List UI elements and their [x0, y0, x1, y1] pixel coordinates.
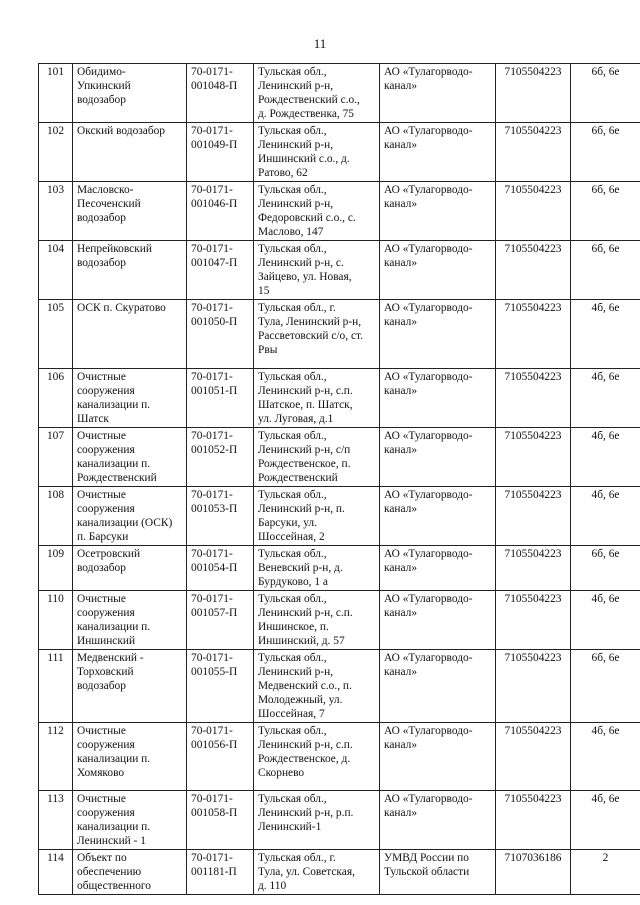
operator-inn: 7105504223 [496, 123, 571, 182]
object-name: Очистные сооружения канализации п. Рождественский [73, 428, 187, 487]
object-code: 70-0171- 001052-П [187, 428, 254, 487]
object-address: Тульская обл., Ленинский р-н, с.п. Шатское, п. Шатск, ул. Луговая, д.1 [254, 369, 380, 428]
operator-inn: 7105504223 [496, 487, 571, 546]
object-category: 6б, 6е [571, 650, 640, 723]
operator-name: АО «Тулагорводо- канал» [380, 791, 496, 850]
operator-name: АО «Тулагорводо- канал» [380, 650, 496, 723]
operator-inn: 7105504223 [496, 650, 571, 723]
object-category: 4б, 6е [571, 369, 640, 428]
operator-inn: 7105504223 [496, 182, 571, 241]
row-number: 104 [39, 241, 73, 300]
object-address: Тульская обл., Ленинский р-н, Федоровский с.о., с. Маслово, 147 [254, 182, 380, 241]
table-row [39, 123, 640, 182]
object-name: Очистные сооружения канализации п. Ленинский - 1 [73, 791, 187, 850]
registry-table [38, 63, 640, 895]
object-code: 70-0171- 001049-П [187, 123, 254, 182]
object-category: 4б, 6е [571, 300, 640, 369]
object-code: 70-0171- 001051-П [187, 369, 254, 428]
row-number: 110 [39, 591, 73, 650]
table-row [39, 241, 640, 300]
row-number: 102 [39, 123, 73, 182]
row-number: 114 [39, 850, 73, 895]
object-address: Тульская обл., Ленинский р-н, с/п Рождественское, п. Рождественский [254, 428, 380, 487]
operator-inn: 7105504223 [496, 723, 571, 791]
object-category: 6б, 6е [571, 182, 640, 241]
object-address: Тульская обл., Ленинский р-н, с.п. Рождественское, д. Скорнево [254, 723, 380, 791]
table-row [39, 487, 640, 546]
page-number: 11 [313, 36, 327, 51]
object-category: 6б, 6е [571, 241, 640, 300]
object-category: 4б, 6е [571, 487, 640, 546]
object-name: Непрейковский водозабор [73, 241, 187, 300]
object-code: 70-0171- 001054-П [187, 546, 254, 591]
object-address: Тульская обл., г. Тула, ул. Советская, д. 110 [254, 850, 380, 895]
operator-name: УМВД России по Тульской области [380, 850, 496, 895]
operator-inn: 7105504223 [496, 546, 571, 591]
row-number: 109 [39, 546, 73, 591]
object-code: 70-0171- 001047-П [187, 241, 254, 300]
object-code: 70-0171- 001057-П [187, 591, 254, 650]
object-code: 70-0171- 001055-П [187, 650, 254, 723]
object-name: Обидимо- Упкинский водозабор [73, 64, 187, 123]
row-number: 101 [39, 64, 73, 123]
object-address: Тульская обл., Ленинский р-н, с. Зайцево, ул. Новая, 15 [254, 241, 380, 300]
object-name: Очистные сооружения канализации п. Иншинский [73, 591, 187, 650]
object-name: Масловско- Песоченский водозабор [73, 182, 187, 241]
object-name: Медвенский - Торховский водозабор [73, 650, 187, 723]
row-number: 105 [39, 300, 73, 369]
operator-name: АО «Тулагорводо- канал» [380, 487, 496, 546]
object-code: 70-0171- 001046-П [187, 182, 254, 241]
object-code: 70-0171- 001181-П [187, 850, 254, 895]
table-row [39, 64, 640, 123]
object-name: Очистные сооружения канализации п. Шатск [73, 369, 187, 428]
row-number: 107 [39, 428, 73, 487]
operator-name: АО «Тулагорводо- канал» [380, 546, 496, 591]
table-row [39, 850, 640, 895]
operator-name: АО «Тулагорводо- канал» [380, 369, 496, 428]
operator-name: АО «Тулагорводо- канал» [380, 182, 496, 241]
object-name: Объект по обеспечению общественного [73, 850, 187, 895]
object-address: Тульская обл., Ленинский р-н, Иншинский с.о., д. Ратово, 62 [254, 123, 380, 182]
object-code: 70-0171- 001048-П [187, 64, 254, 123]
object-address: Тульская обл., Ленинский р-н, с.п. Иншинское, п. Иншинский, д. 57 [254, 591, 380, 650]
operator-name: АО «Тулагорводо- канал» [380, 64, 496, 123]
object-name: Осетровский водозабор [73, 546, 187, 591]
operator-name: АО «Тулагорводо- канал» [380, 428, 496, 487]
object-address: Тульская обл., Ленинский р-н, Рождественский с.о., д. Рождественка, 75 [254, 64, 380, 123]
object-address: Тульская обл., Веневский р-н, д. Бурдуково, 1 а [254, 546, 380, 591]
object-category: 2 [571, 850, 640, 895]
row-number: 113 [39, 791, 73, 850]
object-code: 70-0171- 001050-П [187, 300, 254, 369]
row-number: 108 [39, 487, 73, 546]
object-category: 6б, 6е [571, 546, 640, 591]
table-row [39, 546, 640, 591]
table-row [39, 650, 640, 723]
object-category: 4б, 6е [571, 791, 640, 850]
operator-inn: 7105504223 [496, 591, 571, 650]
object-category: 4б, 6е [571, 428, 640, 487]
operator-inn: 7105504223 [496, 241, 571, 300]
row-number: 112 [39, 723, 73, 791]
operator-name: АО «Тулагорводо- канал» [380, 123, 496, 182]
object-code: 70-0171- 001058-П [187, 791, 254, 850]
table-row [39, 591, 640, 650]
table-row [39, 723, 640, 791]
operator-name: АО «Тулагорводо- канал» [380, 723, 496, 791]
operator-inn: 7105504223 [496, 369, 571, 428]
operator-name: АО «Тулагорводо- канал» [380, 241, 496, 300]
row-number: 103 [39, 182, 73, 241]
table-row [39, 791, 640, 850]
object-category: 6б, 6е [571, 123, 640, 182]
object-address: Тульская обл., Ленинский р-н, п. Барсуки, ул. Шоссейная, 2 [254, 487, 380, 546]
table-row [39, 369, 640, 428]
operator-inn: 7107036186 [496, 850, 571, 895]
object-category: 4б, 6е [571, 591, 640, 650]
object-address: Тульская обл., г. Тула, Ленинский р-н, Рассветовский с/о, ст. Рвы [254, 300, 380, 369]
operator-inn: 7105504223 [496, 64, 571, 123]
operator-name: АО «Тулагорводо- канал» [380, 591, 496, 650]
object-code: 70-0171- 001053-П [187, 487, 254, 546]
operator-inn: 7105504223 [496, 428, 571, 487]
object-name: ОСК п. Скуратово [73, 300, 187, 369]
object-name: Очистные сооружения канализации п. Хомяково [73, 723, 187, 791]
object-code: 70-0171- 001056-П [187, 723, 254, 791]
object-category: 6б, 6е [571, 64, 640, 123]
object-name: Очистные сооружения канализации (ОСК) п. Барсуки [73, 487, 187, 546]
table-row [39, 182, 640, 241]
object-address: Тульская обл., Ленинский р-н, р.п. Ленинский-1 [254, 791, 380, 850]
row-number: 106 [39, 369, 73, 428]
object-name: Окский водозабор [73, 123, 187, 182]
operator-inn: 7105504223 [496, 300, 571, 369]
operator-inn: 7105504223 [496, 791, 571, 850]
operator-name: АО «Тулагорводо- канал» [380, 300, 496, 369]
table-row [39, 428, 640, 487]
object-category: 4б, 6е [571, 723, 640, 791]
row-number: 111 [39, 650, 73, 723]
table-row [39, 300, 640, 369]
object-address: Тульская обл., Ленинский р-н, Медвенский с.о., п. Молодежный, ул. Шоссейная, 7 [254, 650, 380, 723]
